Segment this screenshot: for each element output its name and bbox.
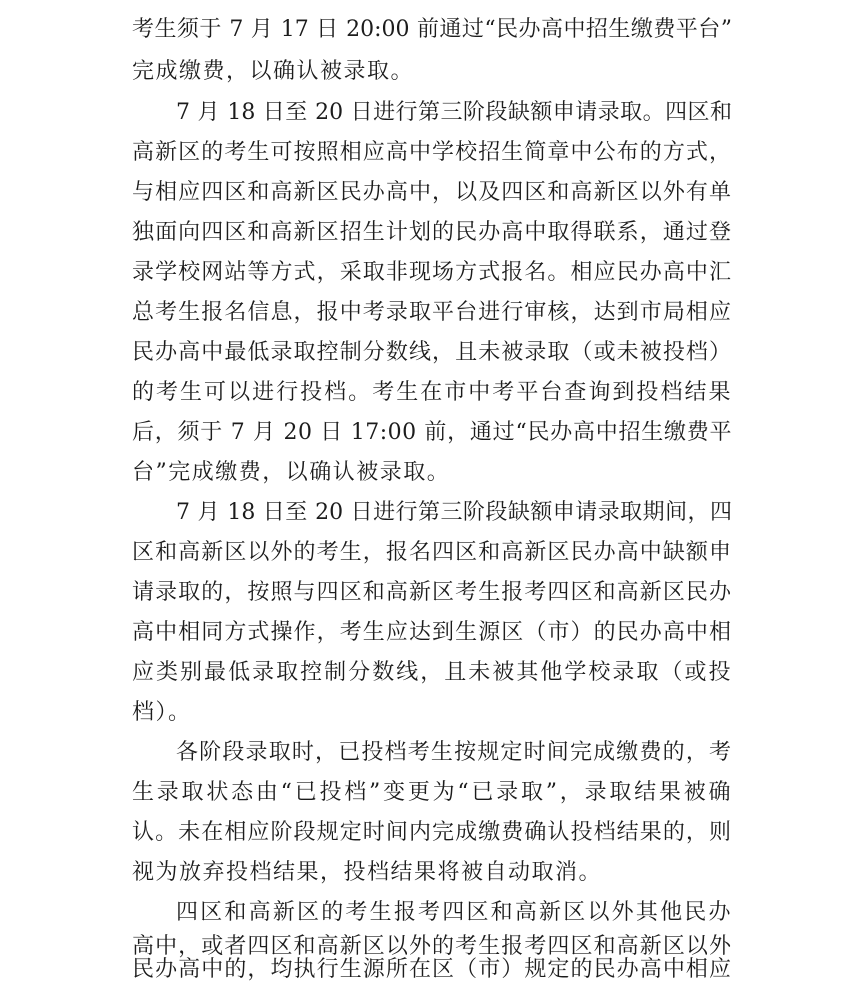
text-line: 7 月 18 日至 20 日进行第三阶段缺额申请录取。四区和 (176, 100, 732, 125)
text-line: 生录取状态由“已投档”变更为“已录取”，录取结果被确 (132, 780, 732, 805)
text-line: 请录取的，按照与四区和高新区考生报考四区和高新区民办 (132, 580, 732, 605)
text-line: 的考生可以进行投档。考生在市中考平台查询到投档结果 (132, 380, 732, 405)
text-line: 档）。 (132, 700, 192, 725)
text-line: 高中，或者四区和高新区以外的考生报考四区和高新区以外 (132, 934, 732, 959)
text-line: 台”完成缴费，以确认被录取。 (132, 460, 451, 485)
text-line: 区和高新区以外的考生，报名四区和高新区民办高中缺额申 (132, 540, 732, 565)
text-line: 完成缴费，以确认被录取。 (132, 59, 415, 84)
text-line: 录学校网站等方式，采取非现场方式报名。相应民办高中汇 (132, 260, 732, 285)
text-line: 高中相同方式操作，考生应达到生源区（市）的民办高中相 (132, 620, 732, 645)
text-line: 独面向四区和高新区招生计划的民办高中取得联系，通过登 (132, 220, 732, 245)
text-line: 与相应四区和高新区民办高中，以及四区和高新区以外有单 (132, 180, 732, 205)
text-line: 民办高中的，均执行生源所在区（市）规定的民办高中相应 (132, 957, 732, 982)
text-line: 应类别最低录取控制分数线，且未被其他学校录取（或投 (132, 660, 732, 685)
text-line: 各阶段录取时，已投档考生按规定时间完成缴费的，考 (176, 740, 732, 765)
text-line: 7 月 18 日至 20 日进行第三阶段缺额申请录取期间，四 (176, 500, 732, 525)
text-line: 高新区的考生可按照相应高中学校招生简章中公布的方式， (132, 140, 732, 165)
text-line: 考生须于 7 月 17 日 20:00 前通过“民办高中招生缴费平台” (132, 17, 732, 42)
text-line: 总考生报名信息，报中考录取平台进行审核，达到市局相应 (132, 300, 732, 325)
text-line: 视为放弃投档结果，投档结果将被自动取消。 (132, 860, 603, 885)
text-line: 认。未在相应阶段规定时间内完成缴费确认投档结果的，则 (132, 820, 732, 845)
text-line: 后，须于 7 月 20 日 17:00 前，通过“民办高中招生缴费平 (132, 420, 732, 445)
text-line: 四区和高新区的考生报考四区和高新区以外其他民办 (176, 900, 732, 925)
text-line: 民办高中最低录取控制分数线，且未被录取（或未被投档） (132, 340, 732, 365)
